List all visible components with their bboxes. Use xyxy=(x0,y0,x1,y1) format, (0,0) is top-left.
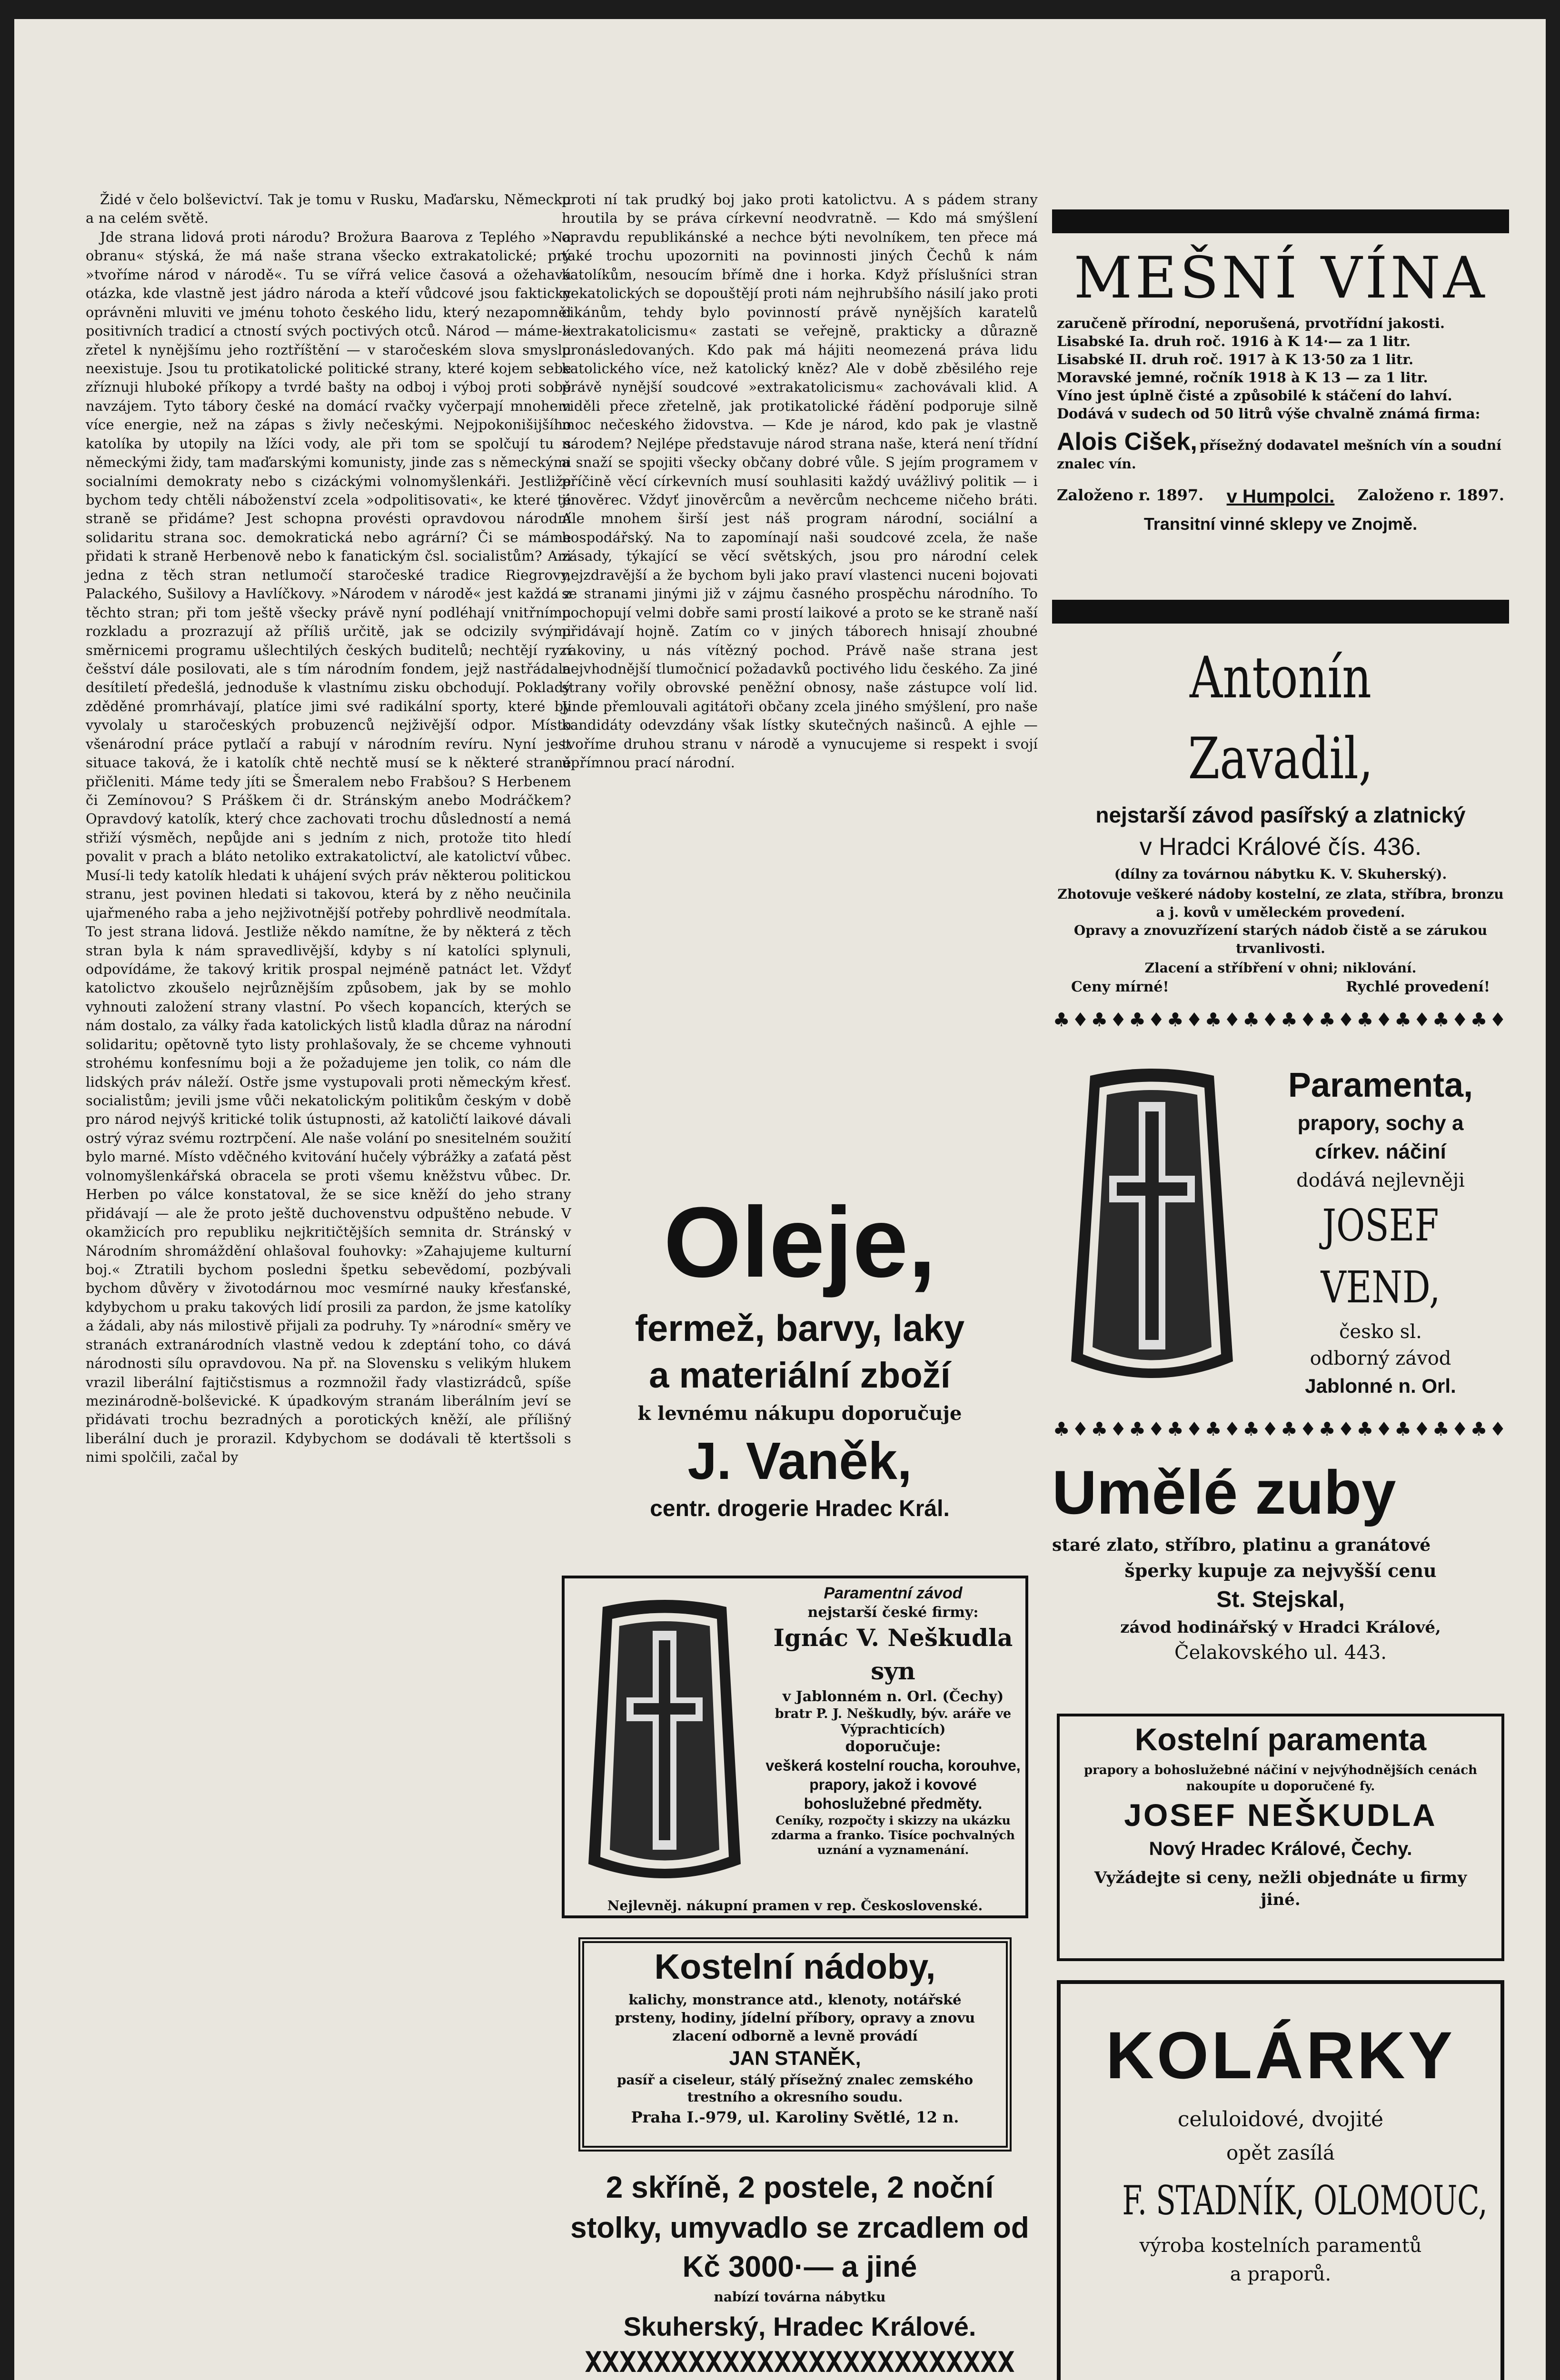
ad-zuby-name: St. Stejskal, xyxy=(1216,1587,1345,1612)
ad-neskudla-syn-name: Ignác V. Neškudla syn xyxy=(773,1624,1013,1685)
ad-vend-name: JOSEF VEND, xyxy=(1321,1200,1441,1313)
black-rule xyxy=(1052,209,1509,233)
ad-vina-founded: Založeno r. 1897. xyxy=(1057,486,1204,504)
ornament-rule: ♣♦♣♦♣♦♣♦♣♦♣♦♣♦♣♦♣♦♣♦♣♦♣♦ xyxy=(1053,1418,1509,1440)
ad-skrine xyxy=(562,2166,1038,2380)
ad-neskudla-syn-recommends: doporučuje: xyxy=(845,1738,941,1755)
ad-vina-place: v Humpolci. xyxy=(1226,486,1335,507)
article-paragraph: Jde strana lidová proti národu? Brožura Baarova z Teplého »Na obranu« stýská, že má naše strana všecko extrakatolické; prý »tvoříme národ v národě«. Tu se vířrá velice časová a ožehavá otázka, kde vlastně jest jádro národa a kteří vůdcové jsou fakticky oprávněni mluviti ve jménu tohoto českého lidu, který nezapomněl positivních tradicí a ctností svých poctivých otců. Národ — máme-li zřetel k nynějšímu jeho roztříštění — v staročeském slova smyslu neexistuje. Jsou tu protikatolické politické strany, které kojem sebe zříznuji hluboké příkopy a tvrdé bašty na odboj i výboj proti sobě navzájem. Tyto tábory české na domácí rvačky vyčerpají mnohem více energie, než na zápas s živly nečeskými. Nejpokonišijšího katolíka by utopily na lžíci vody, ale při tom se spolčují tu s německými židy, tam maďarskými komunisty, jinde zas s německými socialními demokraty nebo s cizáckými volnomyšlenkáři. Jestliže bychom tedy chtěli náboženství zcela »odpolitisovati«, ke které té straně se přidáme? Jest schopna provésti opravdovou národní solidaritu strana soc. demokratická nebo agrární? Či se máme přidati k straně Herbenově nebo k fanatickým čsl. socialistům? Ani jedna z těch stran netlumočí staročeské tradice Riegrovy, Palackého, Sušilovy a Havlíčkovy. »Národem v národě« jest každá z těchto stran; při tom ještě všecky právě nyní podléhají vnitřnímu rozkladu a prozrazují až příliš určitě, jak se odcizily svými směrnicemi programu ušlechtilých českých buditelů; nechtějí ryzí češství dále posilovati, ale s tím národním fondem, jejž nastřádala desítiletí předešlá, jednoduše k vlastnímu zisku obchodují. Pokladý zděděné promrhávají, platíce jimi své radikální sporty, které by vyvolaly u staročeských probuzenců nejživější odpor. Místo všenárodní práce pytlačí a rabují v národním revíru. Nyní jest situace taková, že i katolík chtě nechtě musí se k některé straně přičleniti. Máme tedy jíti se Šmeralem nebo Frabšou? S Herbenem či Zemínovou? S Práškem či dr. Stránským anebo Modráčkem? Opravdový katolík, který chce zachovati trochu důsledností a nemá střiží výsměch, nepůjde ani s jedním z nich, protože tito hledí povalit v prach a bláto netoliko extrakatolictví, ale katolictví vůbec. Musí-li tedy katolík hledati k uhájení svých práv některou politickou stranu, jest povinen hledati si takovou, která by z něho neučinila ujařmeného raba a jeho nejživotnější potřeby pohrdlivě neodmítala. To jest strana lidová. Jestliže někdo namítne, že by některá z těch stran byla k nám spravedlivější, kdyby s ní katolíci splynuli, odpovídáme, že takový kritik prospal nejméně patnáct let. Vždyť katolictvo zkoušelo nejrůznějším způsobem, jak by se mohlo vyhnouti založení strany vlastní. Po všech kopancích, kterých se nám dostalo, za války řada katolických listů kladla důraz na národní solidaritu; opětovně tyto listy prohlašovaly, že se chceme vyhnouti strohému konfesnímu boji a že požadujeme jen tolik, co nám dle lidských práv náleží. Ostře jsme vystupovali proti německým křesť. socialistům; jevili jsme vůči nekatolickým politikům českým v době pro národ nejvýš kritické tolik ústupnosti, až katoličtí laikové dávali ostrý výraz svému roztrpčení. Ale naše volání po snesitelném soužití bylo marné. Místo vděčného kvitování hučely výbrážky a zaťatá pěst volnomyšlenkářská obracela se proti všemu kněžstvu vůbec. Dr. Herben po válce konstatoval, že se sice kněží do jeho strany přidávají — ale že proto ještě duchovenstvu odpuštěno nebude. V okamžicích pro republiku nejkritičtějších semnita dr. Stránský v Národním shromáždění ohlašoval fouhovky: »Zahajujeme kulturní boj.« Ztratili bychom posledni špetku sebevědomí, pozbývali bychom důvěry v životodárnou moc vesmírné nauky křesťanské, kdybychom u praku takových lidí prosili za pardon, že jsme katolíky a žádali, aby nás milostivě přijali za podruhy. Ty »národní« směry ve stranách extranárodních vlastně vedou k zdeptání toho, co dává národnosti sílu opravdovou. Na př. na Slovensku s velikým hlukem vrazil liberální fajtičstismus a rozmnožil řady vlastizrádců, spíše mezinárodně-bolševické. K úpadkovým stranám liberálním jeví se přidávati trochu bezradných a porotických kněží, ale přílišný liberální duch je prorazil. Kdybychom se dodávali tě ktertšsoli s nimi spolčili, začal by xyxy=(86,228,571,1466)
ad-zuby-line: staré zlato, stříbro, platinu a granátové xyxy=(1052,1535,1431,1555)
ad-neskudla-syn-goods: veškerá kostelní roucha, korouhve, prapory, jakož i kovové bohoslužebné předměty. xyxy=(765,1756,1021,1812)
ornament-rule: ♣♦♣♦♣♦♣♦♣♦♣♦♣♦♣♦♣♦♣♦♣♦♣♦ xyxy=(1053,1009,1509,1031)
ad-kolarky-line: a praporů. xyxy=(1230,2263,1331,2285)
ad-vend xyxy=(1052,1057,1509,1409)
ad-kostelni-paramenta xyxy=(1057,1714,1504,1961)
ad-nadoby-name: JAN STANĚK, xyxy=(729,2047,861,2069)
ad-zuby-line: šperky kupuje za nejvyšší cenu xyxy=(1124,1560,1437,1581)
article-column-1 xyxy=(86,190,571,2380)
ad-skrine-line: stolky, umyvadlo se zrcadlem od Kč 3000·— a jiné xyxy=(570,2211,1029,2283)
article-column-2 xyxy=(562,190,1038,1166)
ad-kolarky-line: opět zasílá xyxy=(1226,2141,1335,2164)
ad-oleje-line: k levnému nákupu doporučuje xyxy=(637,1402,962,1425)
ad-kolarky-title: KOLÁRKY xyxy=(1105,2018,1456,2092)
ad-vina-name: Alois Cišek, xyxy=(1057,428,1197,456)
ad-vina-title: MEŠNÍ VÍNA xyxy=(1073,245,1488,311)
chasuble-image xyxy=(574,1597,755,1893)
ad-vina-line: Lisabské II. druh roč. 1917 à K 13·50 za 1 litr. xyxy=(1057,351,1414,367)
ad-vina-desc: přísežný dodavatel mešních vín a soudní znalec vín. xyxy=(1057,437,1501,472)
ad-vina-line: Lisabské Ia. druh roč. 1916 à K 14·— za 1 litr. xyxy=(1057,333,1411,349)
ad-zuby-address: Čelakovského ul. 443. xyxy=(1174,1642,1387,1664)
ad-kolarky-line: celuloidové, dvojité xyxy=(1177,2107,1384,2132)
ad-paramenta-place: Nový Hradec Králové, Čechy. xyxy=(1149,1838,1412,1859)
ad-zavadil-line: Zlacení a stříbření v ohni; niklování. xyxy=(1144,960,1417,976)
black-rule xyxy=(1052,600,1509,624)
ad-zuby-line: závod hodinářský v Hradci Králové, xyxy=(1120,1618,1441,1637)
ad-kolarky-name: F. STADNÍK, OLOMOUC, xyxy=(1122,2177,1488,2224)
ad-nadoby-title: Kostelní nádoby, xyxy=(654,1947,936,1986)
ad-nadoby-text: kalichy, monstrance atd., klenoty, notářské prsteny, hodiny, jídelní příbory, opravy a znovu zlacení odborně a levně provádí xyxy=(615,1992,975,2044)
ad-vina-line: Víno jest úplně čisté a způsobilé k stáčení do lahví. xyxy=(1057,387,1452,404)
ad-zavadil-line: Opravy a znovuzřízení starých nádob čistě a se zárukou trvanlivosti. xyxy=(1073,922,1488,956)
ad-vend-line: odborný závod xyxy=(1310,1348,1451,1369)
ad-vina-branch: Transitní vinné sklepy ve Znojmě. xyxy=(1143,514,1418,534)
ad-zavadil-line: nejstarší závod pasířský a zlatnický xyxy=(1095,803,1466,827)
newspaper-page xyxy=(14,19,1546,2380)
ad-skrine-line: nabízí továrna nábytku xyxy=(714,2289,886,2305)
ad-paramenta-line: prapory a bohoslužebné náčiní v nejvýhodnějších cenách nakoupíte u doporučené fy. xyxy=(1083,1763,1478,1794)
ad-neskudla-syn-prices: Ceníky, rozpočty i skizzy na ukázku zdarma a franko. Tisíce pochvalných uznání a vyznamenání. xyxy=(771,1813,1015,1857)
ad-neskudla-syn-footer: Nejlevněj. nákupní pramen v rep. Československé. xyxy=(607,1898,983,1914)
ad-nadoby-desc: pasíř a ciseleur, stálý přísežný znalec zemského trestního a okresního soudu. xyxy=(616,2072,974,2105)
ad-nadoby-address: Praha I.-979, ul. Karoliny Světlé, 12 n. xyxy=(631,2108,959,2126)
article-paragraph: Židé v čelo bolševictví. Tak je tomu v Rusku, Maďarsku, Německu a na celém světě. xyxy=(86,191,571,227)
article-paragraph: proti ní tak prudký boj jako proti katolictvu. A s pádem strany hroutila by se práva církevní neodvratně. — Kdo má smýšlení opravdu republikánské a nechce býti nevolníkem, ten přece má také trochu upozorniti na povinnosti jiných Čechů k nám katolíkům, nesoucím břímě dne i horka. Když příslušníci stran nekatolických se dopouštějí proti nám nejhrubšího násilí jako proti cikánům, tehdy bylo povinností právě nynějších karatelů »extrakatolicismu« zastati se veřejně, prakticky a důrazně pronásledovaných. Kdo pak má hájiti neomezená práva lidu katolického více, než katolický kněz? Ale v době zběsilého reje právě nynější soudcové »extrakatolicismu« zachovávali klid. A viděli přece zřetelně, jak protikatolické řádění podporuje silně moc nečeského židovstva. — Kde je národ, kdo pak je vlastně národem? Nejlépe představuje národ strana naše, která není třídní a snaží se spojiti všecky občany dobré vůle. S jejím programem v příčině věcí církevních musí souhlasiti každý uvážlivý politik — i jinověrec. Vždyť jinověrcům a nevěrcům nechceme ničeho bráti. Ale mnohem širší jest náš program národní, sociální a hospodářský. Na to zapomínají naši soudcové zcela, že naše zásady, týkající se věcí světských, jsou pro národní celek nejzdravější a že bychom byli jako praví vlastenci nuceni bojovati se stranami jinými již v zájmu časného prospěchu národního. To pochopují velmi dobře sami prostí laikové a proto se ke straně naší přidávají hojně. Zatím co v jiných táborech hnisají zhoubné rakoviny, u nás vítězný pochod. Právě naše strana jest nejvhodnější tlumočnicí požadavků poctivého lidu českého. Za jiné strany vořily obrovské peněžní obnosy, naše zástupce volí lid. Jinde přemlouvali agitátoři občany zcela jiného smýšlení, pro naše kandidáty odevzdány však lístky skutečných našinců. A ejhle — tvoříme druhou stranu v národě a vynucujeme si respekt i svojí upřímnou prací národní. xyxy=(562,191,1038,771)
ad-zuby-title: Umělé zuby xyxy=(1052,1458,1396,1527)
ad-vina-line: Moravské jemné, ročník 1918 à K 13 — za 1 litr. xyxy=(1057,369,1428,386)
ad-oleje-place: centr. drogerie Hradec Král. xyxy=(650,1496,950,1521)
ad-vina-founded: Založeno r. 1897. xyxy=(1357,486,1504,504)
ad-oleje xyxy=(562,1180,1038,1571)
ad-skrine-pattern: XXXXXXXXXXXXXXXXXXXXXXXXX xyxy=(585,2346,1015,2379)
ad-vend-place: Jablonné n. Orl. xyxy=(1305,1375,1456,1397)
ad-paramenta-name: JOSEF NEŠKUDLA xyxy=(1124,1797,1437,1833)
ad-kostelni-nadoby xyxy=(578,1937,1012,2152)
ad-oleje-line: a materiální zboží xyxy=(649,1355,951,1396)
ad-zavadil-line: (dílny za továrnou nábytku K. V. Skuherský). xyxy=(1114,866,1447,882)
ad-vend-title: Paramenta, xyxy=(1288,1066,1473,1104)
ad-vend-line: česko sl. xyxy=(1339,1321,1422,1343)
ad-neskudla-syn-sub: nejstarší české firmy: xyxy=(807,1604,979,1621)
ad-vina-line: zaručeně přírodní, neporušená, prvotřídní jakosti. xyxy=(1057,315,1445,331)
ad-paramenta-line: Vyžádejte si ceny, nežli objednáte u firmy jiné. xyxy=(1094,1868,1467,1909)
ad-neskudla-syn xyxy=(562,1576,1028,1918)
ad-skrine-name: Skuherský, Hradec Králové. xyxy=(623,2311,976,2341)
ad-neskudla-syn-owner: bratr P. J. Neškudly, býv. aráře ve Výprachticích) xyxy=(775,1706,1012,1737)
ad-oleje-line: fermež, barvy, laky xyxy=(635,1307,965,1349)
ad-paramenta-title: Kostelní paramenta xyxy=(1134,1722,1427,1757)
chasuble-image xyxy=(1057,1066,1247,1395)
ad-zavadil-left: Ceny mírné! xyxy=(1071,979,1169,995)
ad-kolarky-line: výroba kostelních paramentů xyxy=(1139,2235,1422,2257)
ad-vend-line: prapory, sochy a církev. náčiní xyxy=(1297,1111,1464,1163)
ad-mesni-vina xyxy=(1052,243,1509,571)
ad-skrine-line: 2 skříně, 2 postele, 2 noční xyxy=(606,2170,994,2204)
ad-zavadil-line: Zhotovuje veškeré nádoby kostelní, ze zlata, stříbra, bronzu a j. kovů v uměleckém provedení. xyxy=(1057,886,1504,920)
ad-zavadil xyxy=(1052,638,1509,995)
ad-zavadil-right: Rychlé provedení! xyxy=(1346,979,1490,995)
ad-zavadil-line: v Hradci Králové čís. 436. xyxy=(1139,833,1422,861)
ad-oleje-name: J. Vaněk, xyxy=(687,1432,912,1490)
ad-vend-line: dodává nejlevněji xyxy=(1296,1170,1465,1191)
ad-oleje-title: Oleje, xyxy=(664,1186,936,1298)
ad-umele-zuby xyxy=(1052,1452,1509,1699)
ad-neskudla-syn-place: v Jablonném n. Orl. (Čechy) xyxy=(782,1688,1004,1705)
ad-vina-line: Dodává v sudech od 50 litrů výše chvalně známá firma: xyxy=(1057,406,1481,422)
ad-neskudla-syn-header: Paramentní závod xyxy=(824,1584,963,1602)
ad-kolarky xyxy=(1057,1980,1504,2380)
ad-zavadil-name: Antonín Zavadil, xyxy=(1188,645,1373,792)
